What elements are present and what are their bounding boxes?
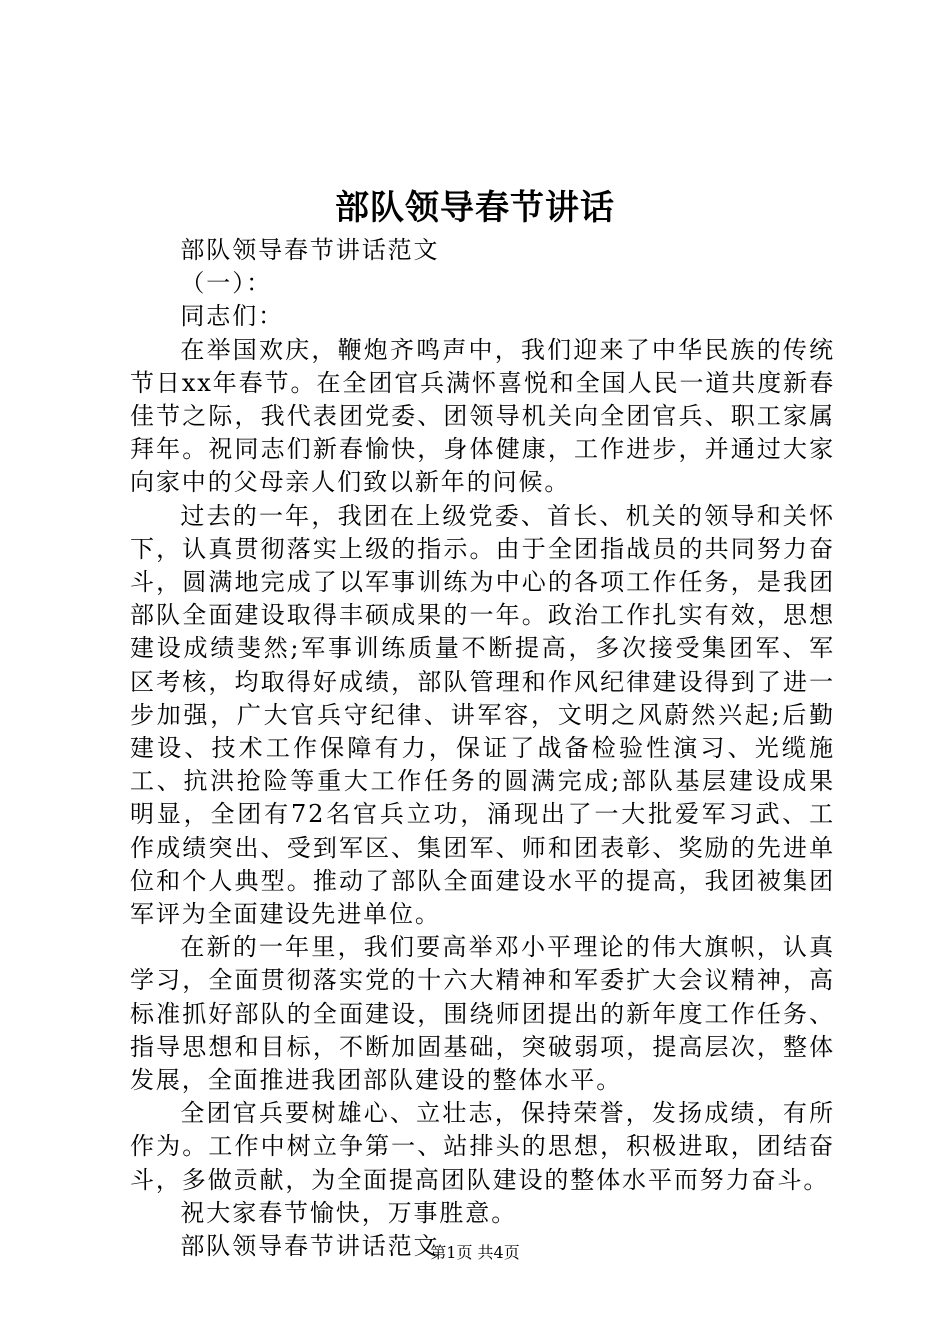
document-title: 部队领导春节讲话: [335, 188, 615, 228]
body-paragraph-plan: 在新的一年里，我们要高举邓小平理论的伟大旗帜，认真学习，全面贯彻落实党的十六大精神和军委扩大会议精神，高标准抓好部队的全面建设，围绕师团提出的新年度工作任务、指导思想和目标，不断加固基础，突破弱项，提高层次，整体发展，全面推进我团部队建设的整体水平。: [130, 933, 835, 1095]
body-paragraph-review: 过去的一年，我团在上级党委、首长、机关的领导和关怀下，认真贯彻落实上级的指示。由于全团指战员的共同努力奋斗，圆满地完成了以军事训练为中心的各项工作任务，是我团部队全面建设取得丰硕成果的一年。政治工作扎实有效，思想建设成绩斐然;军事训练质量不断提高，多次接受集团军、军区考核，均取得好成绩，部队管理和作风纪律建设得到了进一步加强，广大官兵守纪律、讲军容，文明之风蔚然兴起;后勤建设、技术工作保障有力，保证了战备检验性演习、光缆施工、抗洪抢险等重大工作任务的圆满完成;部队基层建设成果明显，全团有72名官兵立功，涌现出了一大批爱军习武、工作成绩突出、受到军区、集团军、师和团表彰、奖励的先进单位和个人典型。推动了部队全面建设水平的提高，我团被集团军评为全面建设先进单位。: [130, 501, 835, 929]
subtitle-paragraph: 部队领导春节讲话范文: [180, 236, 440, 264]
body-paragraph-greeting: 在举国欢庆，鞭炮齐鸣声中，我们迎来了中华民族的传统节日xx年春节。在全团官兵满怀喜悦和全国人民一道共度新春佳节之际，我代表团党委、团领导机关向全团官兵、职工家属拜年。祝同志们新春愉快，身体健康，工作进步，并通过大家向家中的父母亲人们致以新年的问候。: [130, 335, 835, 497]
document-body: [130, 234, 835, 1263]
salutation: 同志们：: [180, 302, 284, 331]
section-number: （一）：: [180, 269, 272, 298]
next-section-heading: 部队领导春节讲话范文: [180, 1232, 440, 1261]
body-paragraph-call: 全团官兵要树雄心、立壮志，保持荣誉，发扬成绩，有所作为。工作中树立争第一、站排头的思想，积极进取，团结奋斗，多做贡献，为全面提高团队建设的整体水平而努力奋斗。: [130, 1099, 835, 1194]
closing-wish: 祝大家春节愉快，万事胜意。: [180, 1198, 518, 1227]
page-footer: 第1页 共4页: [430, 1243, 520, 1262]
